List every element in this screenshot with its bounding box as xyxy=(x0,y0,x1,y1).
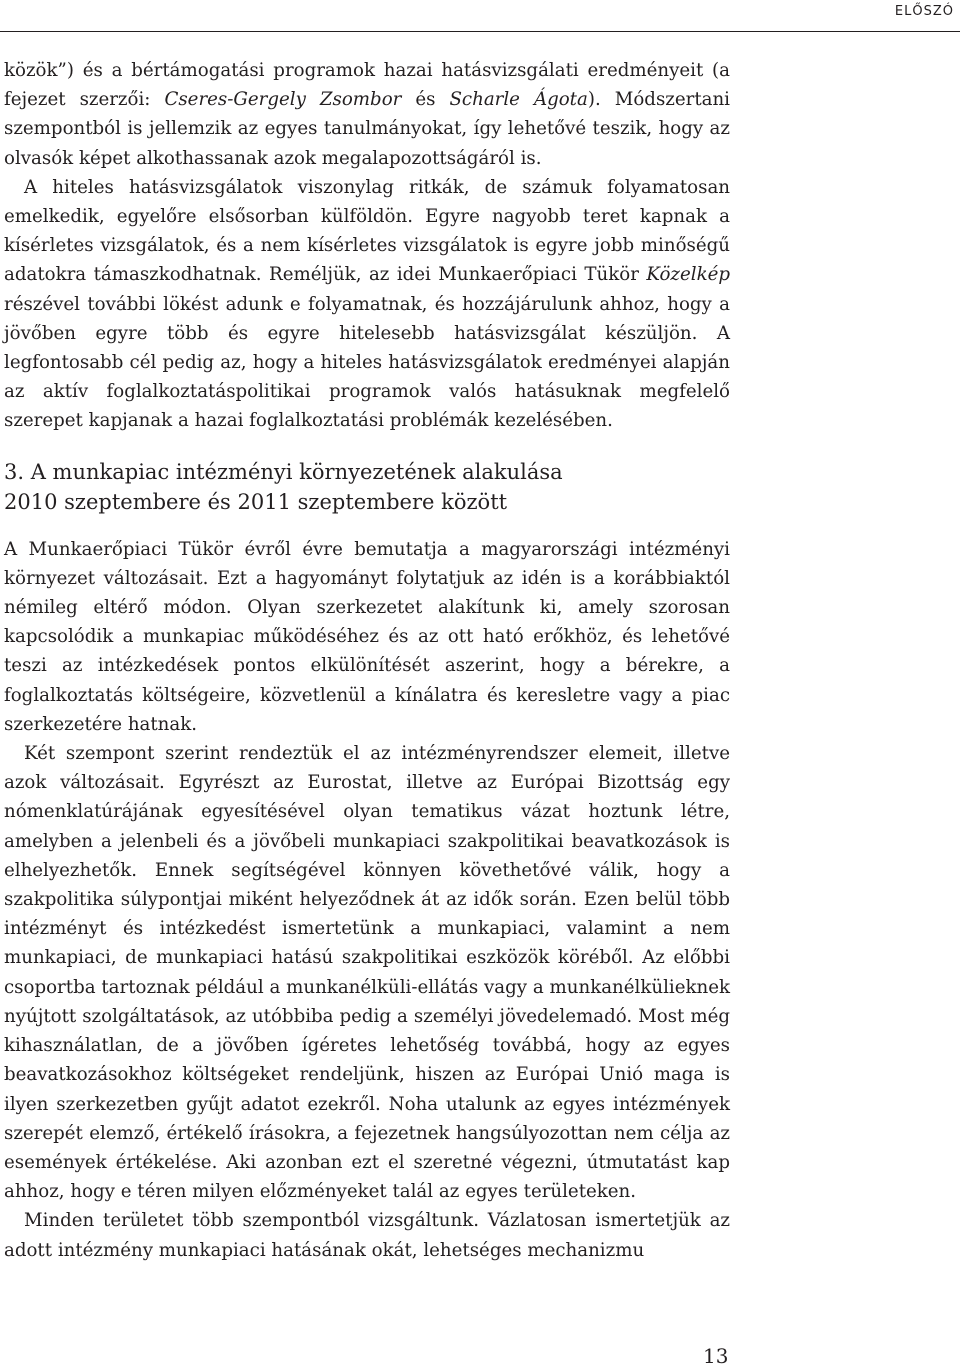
publication-part-title: Közelkép xyxy=(646,264,730,286)
page-body xyxy=(4,56,730,1265)
author-name: Cseres-Gergely Zsombor xyxy=(164,89,402,111)
intro-text: ). Módszertani szempontból is jellemzik az egyes tanulmányokat, így lehetővé teszik, hogy az olvasók képet alkothassanak azok megalapozottságáról is. xyxy=(4,89,731,169)
section-paragraph-1: A Munkaerőpiaci Tükör évről évre bemutatja a magyarországi intézményi környezet változásait. Ezt a hagyományt folytatjuk az idén is a korábbiaktól némileg eltérő módon. Olyan szerkezetet alakítunk ki, amely szorosan kapcsolódik a munkapiac működéséhez és az ott ható erőkhöz, és lehetővé teszi az intézkedések pontos elkülönítését aszerint, hogy a bérekre, a foglalkoztatás költségeire, közvetlenül a kínálatra és keresletre vagy a piac szerkezetére hatnak. xyxy=(4,538,730,735)
header-rule xyxy=(0,31,960,32)
section-paragraph-2: Két szempont szerint rendeztük el az intézményrendszer elemeit, illetve azok változásait. Egyrészt az Eurostat, illetve az Európai Bizottság egy nómenklatúrájának egyesítésével olyan tematikus vázat hoztunk létre, amelyben a jelenbeli és a jövőbeli munkapiaci szakpolitikai beavatkozások is elhelyezhetők. Ennek segítségével könnyen követhetővé válik, hogy a szakpolitika súlypontjai miként helyeződnek át az idők során. Ezen belül több intézményt és intézkedést ismertetünk a munkapiaci, valamint a nem munkapiaci, de munkapiaci hatású szakpolitikai eszközök köréből. Az előbbi csoportba tartoznak például a munkanélküli-ellátás vagy a munkanélkülieknek nyújtott szolgáltatások, az utóbbiba pedig a személyi jövedelemadó. Most még kihasználatlan, de a jövőben ígéretes lehetőség továbbá, hogy az egyes beavatkozásokhoz költségeket rendeljünk, hiszen az Európai Unió maga is ilyen szerkezetben gyűjt adatot ezekről. Noha utalunk az egyes intézmények szerepét elemző, értékelő írásokra, a fejezetnek hangsúlyozottan nem célja az események értékelése. Aki azonban ezt el szeretné végezni, útmutatást kap ahhoz, hogy e téren milyen előzményeket talál az egyes területeken. xyxy=(4,743,730,1203)
section-heading-line-1: 3. A munkapiac intézményi környezetének alakulása xyxy=(4,459,563,484)
intro-text: közök”) és a bértámogatási programok hazai hatásvizsgálati eredményeit (a fejezet szerzői: xyxy=(4,60,730,111)
author-name: Scharle Ágota xyxy=(449,89,588,111)
conjunction: és xyxy=(401,89,450,111)
intro-paragraph-2 xyxy=(4,173,730,436)
intro-text: részével további lökést adunk e folyamatnak, és hozzájárulunk ahhoz, hogy a jövőben egyre több és egyre hitelesebb hatásvizsgálat készüljön. A legfontosabb cél pedig az, hogy a hiteles hatásvizsgálatok eredményei alapján az aktív foglalkoztatáspolitikai programok valós hatásuknak megfelelő szerepet kapjanak a hazai foglalkoztatási problémák kezelésében. xyxy=(4,293,730,432)
intro-paragraph-1 xyxy=(4,56,730,173)
section-heading-line-2: 2010 szeptembere és 2011 szeptembere között xyxy=(4,489,508,514)
section-paragraph-3: Minden területet több szempontból vizsgáltunk. Vázlatosan ismertetjük az adott intézmény munkapiaci hatásának okát, lehetséges mechanizmu xyxy=(4,1210,730,1261)
running-head: ELŐSZÓ xyxy=(894,4,954,19)
intro-text: A hiteles hatásvizsgálatok viszonylag ritkák, de számuk folyamatosan emelkedik, egyelőre elsősorban külföldön. Egyre nagyobb teret kapnak a kísérletes vizsgálatok, és a nem kísérletes vizsgálatok is egyre jobb minőségű adatokra támaszkodhatnak. Reméljük, az idei Munkaerőpiaci Tükör xyxy=(4,176,730,286)
section-heading xyxy=(4,457,730,517)
page-number: 13 xyxy=(703,1344,729,1368)
